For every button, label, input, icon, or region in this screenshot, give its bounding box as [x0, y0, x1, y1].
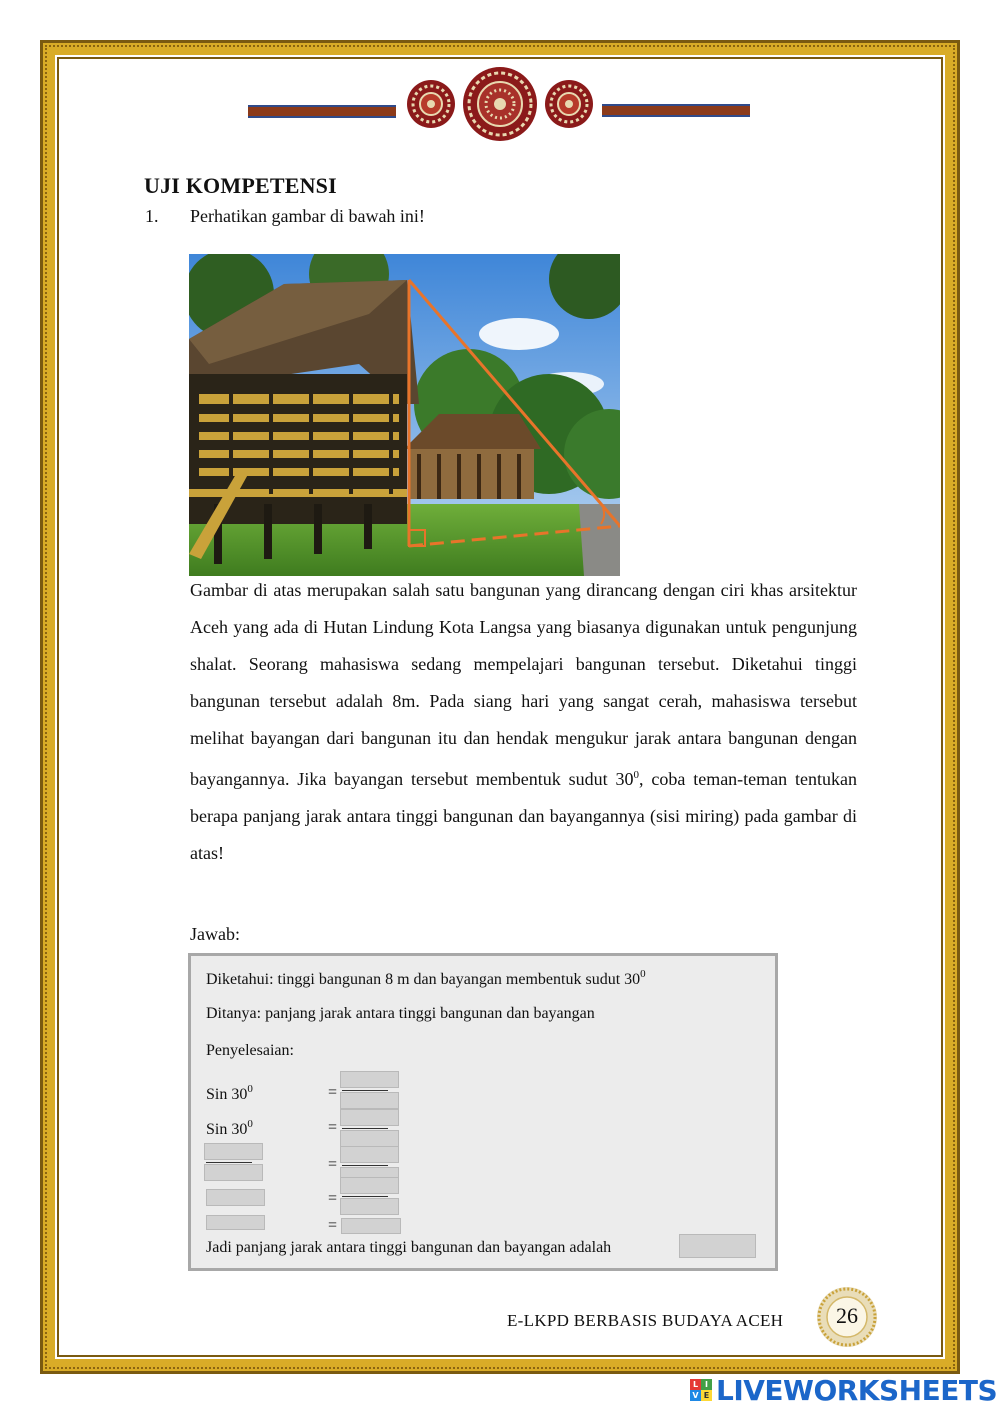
step2-sin-sup: 0 — [247, 1118, 253, 1130]
question-prompt: Perhatikan gambar di bawah ini! — [190, 206, 425, 226]
step2-sin-label — [206, 1118, 253, 1139]
answer-penyelesaian: Penyelesaian: — [206, 1042, 294, 1059]
step2-numerator-input[interactable] — [340, 1109, 399, 1126]
step4-right-fraction-bar — [342, 1196, 388, 1197]
logo-letter-l: L — [690, 1379, 701, 1390]
logo-letter-e: E — [701, 1390, 712, 1401]
step1-sin-label — [206, 1083, 253, 1104]
final-answer-input[interactable] — [679, 1234, 756, 1258]
paragraph-degree-sup: 0 — [633, 769, 640, 781]
step5-left-input[interactable] — [206, 1215, 265, 1230]
step1-sin-sup: 0 — [247, 1083, 253, 1095]
paragraph-text-end: , coba teman-teman tentukan berapa panjang jarak antara tinggi bangunan dan bayangannya (sisi miring) pada gambar di atas! — [190, 769, 857, 863]
answer-box — [188, 953, 778, 1271]
paragraph-text: Gambar di atas merupakan salah satu bangunan yang dirancang dengan ciri khas arsitektur Aceh yang ada di Hutan Lindung Kota Langsa yang biasanya digunakan untuk pengunjung shalat. Seorang mahasiswa sedang mempelajari bangunan tersebut. Diketahui tinggi bangunan tersebut adalah 8m. Pada siang hari yang sangat cerah, mahasiswa tersebut melihat bayangan dari bangunan itu dan hendak mengukur jarak antara bangunan dengan bayangannya. Jika bayangan tersebut membentuk sudut 30 — [190, 580, 857, 789]
medallion-left-icon — [407, 80, 455, 128]
header-ornament-bar-right — [602, 104, 750, 117]
header-ornament-bar-left — [248, 105, 396, 118]
header-ornament-medallions — [405, 64, 595, 144]
step3-left-denominator-input[interactable] — [204, 1164, 263, 1181]
question-paragraph — [190, 572, 857, 872]
step3-left-fraction-bar — [206, 1162, 252, 1163]
step3-right-numerator-input[interactable] — [340, 1146, 399, 1163]
step3-right-fraction-bar — [342, 1165, 388, 1166]
step4-left-input[interactable] — [206, 1189, 265, 1206]
question-number: 1. — [145, 206, 159, 226]
step1-equals: = — [328, 1084, 338, 1101]
logo-letter-i: I — [701, 1379, 712, 1390]
section-title: UJI KOMPETENSI — [144, 173, 337, 198]
step5-right-input[interactable] — [341, 1218, 401, 1234]
step5-equals: = — [328, 1217, 338, 1234]
step4-right-numerator-input[interactable] — [340, 1177, 399, 1194]
step4-right-denominator-input[interactable] — [340, 1198, 399, 1215]
answer-conclusion: Jadi panjang jarak antara tinggi bangunan dan bayangan adalah — [206, 1239, 612, 1256]
diketahui-degree-sup: 0 — [640, 968, 646, 980]
liveworksheets-logo-icon — [690, 1379, 712, 1401]
page-number: 26 — [836, 1303, 858, 1328]
step3-equals: = — [328, 1156, 338, 1173]
answer-label: Jawab: — [190, 924, 240, 944]
logo-letter-v: V — [690, 1390, 701, 1401]
liveworksheets-logo-text: LIVEWORKSHEETS — [716, 1373, 998, 1407]
medallion-right-icon — [545, 80, 593, 128]
step3-left-numerator-input[interactable] — [204, 1143, 263, 1160]
answer-ditanya: Ditanya: panjang jarak antara tinggi bangunan dan bayangan — [206, 1005, 595, 1022]
step2-fraction-bar — [342, 1128, 388, 1129]
step2-equals: = — [328, 1119, 338, 1136]
step2-denominator-input[interactable] — [340, 1130, 399, 1147]
medallion-center-icon — [463, 67, 537, 141]
building-photo-illustration — [189, 254, 620, 576]
footer-title: E-LKPD BERBASIS BUDAYA ACEH — [507, 1311, 784, 1330]
step2-sin-text: Sin 30 — [206, 1121, 248, 1138]
answer-diketahui — [206, 968, 646, 989]
liveworksheets-logo[interactable] — [690, 1372, 997, 1408]
diketahui-text: Diketahui: tinggi bangunan 8 m dan bayangan membentuk sudut 30 — [206, 971, 641, 988]
step1-sin-text: Sin 30 — [206, 1086, 248, 1103]
step4-equals: = — [328, 1190, 338, 1207]
step1-numerator-input[interactable] — [340, 1071, 399, 1088]
step1-denominator-input[interactable] — [340, 1092, 399, 1109]
step1-fraction-bar — [342, 1090, 388, 1091]
